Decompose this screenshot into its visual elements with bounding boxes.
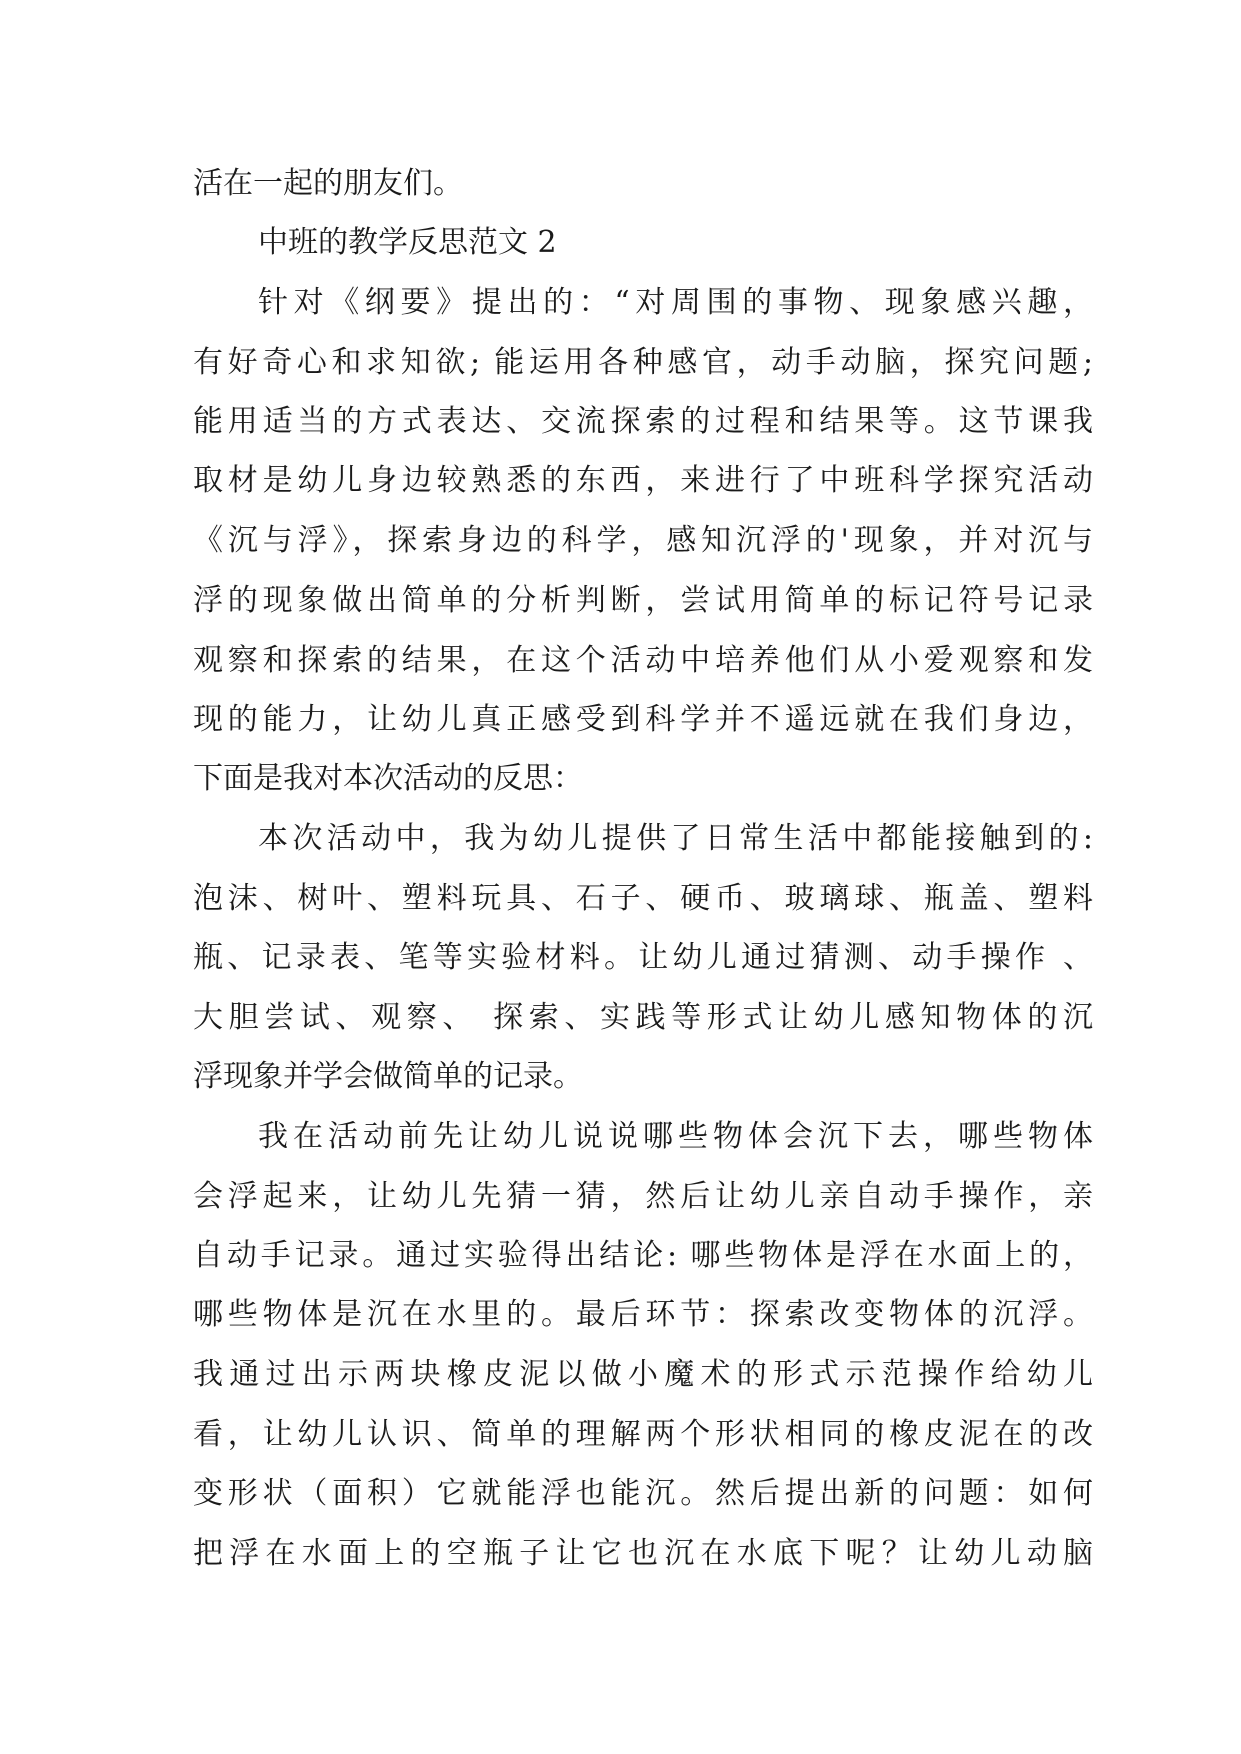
paragraph-line: 现的能力，让幼儿真正感受到科学并不遥远就在我们身边，	[193, 702, 1093, 737]
paragraph-line: 把浮在水面上的空瓶子让它也沉在水底下呢？让幼儿动脑	[193, 1536, 1093, 1571]
paragraph-line: 泡沫、树叶、塑料玩具、石子、硬币、玻璃球、瓶盖、塑料	[193, 881, 1093, 916]
paragraph-line: 看，让幼儿认识、简单的理解两个形状相同的橡皮泥在的改	[193, 1417, 1093, 1452]
paragraph-line: 我在活动前先让幼儿说说哪些物体会沉下去，哪些物体	[258, 1119, 1093, 1154]
paragraph-line: 《沉与浮》，探索身边的科学，感知沉浮的'现象，并对沉与	[193, 523, 1093, 558]
paragraph-line: 针对《纲要》提出的：“对周围的事物、现象感兴趣，	[258, 285, 1093, 320]
section-heading: 中班的教学反思范文 2	[258, 225, 557, 260]
paragraph-line: 浮的现象做出简单的分析判断，尝试用简单的标记符号记录	[193, 583, 1093, 618]
paragraph-line: 下面是我对本次活动的反思：	[193, 761, 583, 796]
paragraph-line: 瓶、记录表、笔等实验材料。让幼儿通过猜测、动手操作 、	[193, 940, 1093, 975]
paragraph-line: 取材是幼儿身边较熟悉的东西，来进行了中班科学探究活动	[193, 463, 1093, 498]
paragraph-line: 观察和探索的结果，在这个活动中培养他们从小爱观察和发	[193, 643, 1093, 678]
paragraph-line: 会浮起来，让幼儿先猜一猜，然后让幼儿亲自动手操作，亲	[193, 1179, 1093, 1214]
paragraph-line: 本次活动中，我为幼儿提供了日常生活中都能接触到的:	[258, 821, 1093, 856]
paragraph-line: 大胆尝试、观察、 探索、实践等形式让幼儿感知物体的沉	[193, 1000, 1093, 1035]
paragraph-line: 自动手记录。通过实验得出结论: 哪些物体是浮在水面上的，	[193, 1238, 1093, 1273]
paragraph-line: 能用适当的方式表达、交流探索的过程和结果等。这节课我	[193, 404, 1093, 439]
paragraph-line: 哪些物体是沉在水里的。最后环节：探索改变物体的沉浮。	[193, 1297, 1093, 1332]
paragraph-line: 我通过出示两块橡皮泥以做小魔术的形式示范操作给幼儿	[193, 1357, 1093, 1392]
paragraph-line: 有好奇心和求知欲; 能运用各种感官，动手动脑，探究问题;	[193, 345, 1093, 380]
paragraph-line: 浮现象并学会做简单的记录。	[193, 1059, 583, 1094]
paragraph-line: 变形状（面积）它就能浮也能沉。然后提出新的问题：如何	[193, 1476, 1093, 1511]
paragraph-line: 活在一起的朋友们。	[193, 166, 463, 201]
